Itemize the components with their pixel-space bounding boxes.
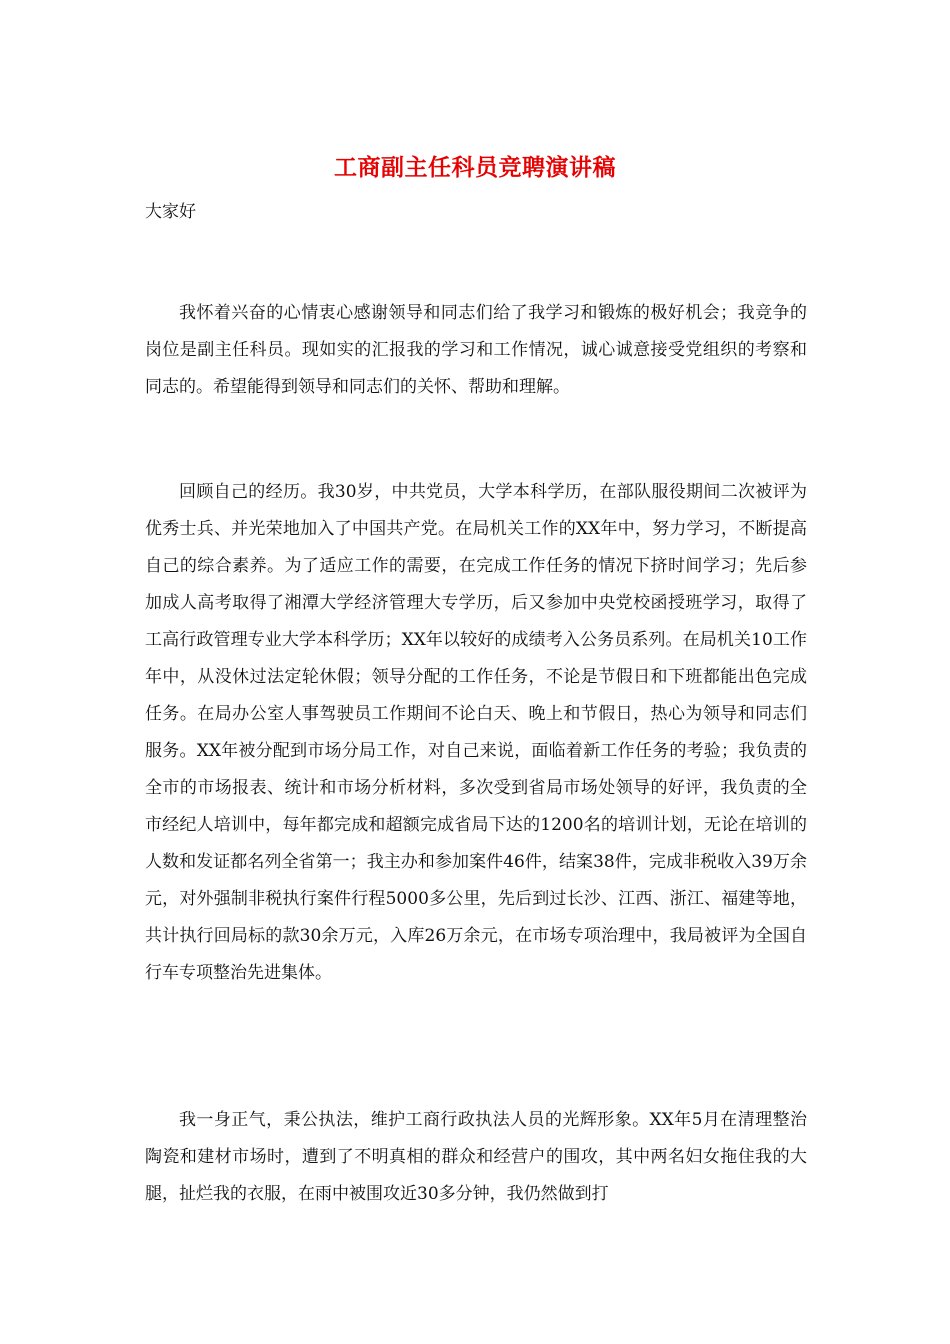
paragraph: 我一身正气，秉公执法，维护工商行政执法人员的光辉形象。XX年5月在清理整治陶瓷和建材市场时，遭到了不明真相的群众和经营户的围攻，其中两名妇女拖住我的大腿，扯烂我的衣服，在雨中被围攻近30多分钟，我仍然做到打 <box>145 1110 807 1204</box>
paragraph: 我怀着兴奋的心情衷心感谢领导和同志们给了我学习和锻炼的极好机会；我竞争的岗位是副主任科员。现如实的汇报我的学习和工作情况，诚心诚意接受党组织的考察和同志的。希望能得到领导和同志们的关怀、帮助和理解。 <box>145 303 807 397</box>
document-title: 工商副主任科员竞聘演讲稿 <box>334 154 616 181</box>
greeting: 大家好 <box>145 202 196 222</box>
paragraph: 回顾自己的经历。我30岁，中共党员，大学本科学历，在部队服役期间二次被评为优秀士兵、并光荣地加入了中国共产党。在局机关工作的XX年中，努力学习，不断提高自己的综合素养。为了适应工作的需要，在完成工作任务的情况下挤时间学习；先后参加成人高考取得了湘潭大学经济管理大专学历，后又参加中央党校函授班学习，取得了工高行政管理专业大学本科学历；XX年以较好的成绩考入公务员系列。在局机关10工作年中，从没休过法定轮休假；领导分配的工作任务，不论是节假日和下班都能出色完成任务。在局办公室人事驾驶员工作期间不论白天、晚上和节假日，热心为领导和同志们服务。XX年被分配到市场分局工作，对自己来说，面临着新工作任务的考验；我负责的全市的市场报表、统计和市场分析材料，多次受到省局市场处领导的好评，我负责的全市经纪人培训中，每年都完成和超额完成省局下达的1200名的培训计划，无论在培训的人数和发证都名列全省第一；我主办和参加案件46件，结案38件，完成非税收入39万余元，对外强制非税执行案件行程5000多公里，先后到过长沙、江西、浙江、福建等地，共计执行回局标的款30余万元，入库26万余元，在市场专项治理中，我局被评为全国自行车专项整治先进集体。 <box>145 482 807 983</box>
